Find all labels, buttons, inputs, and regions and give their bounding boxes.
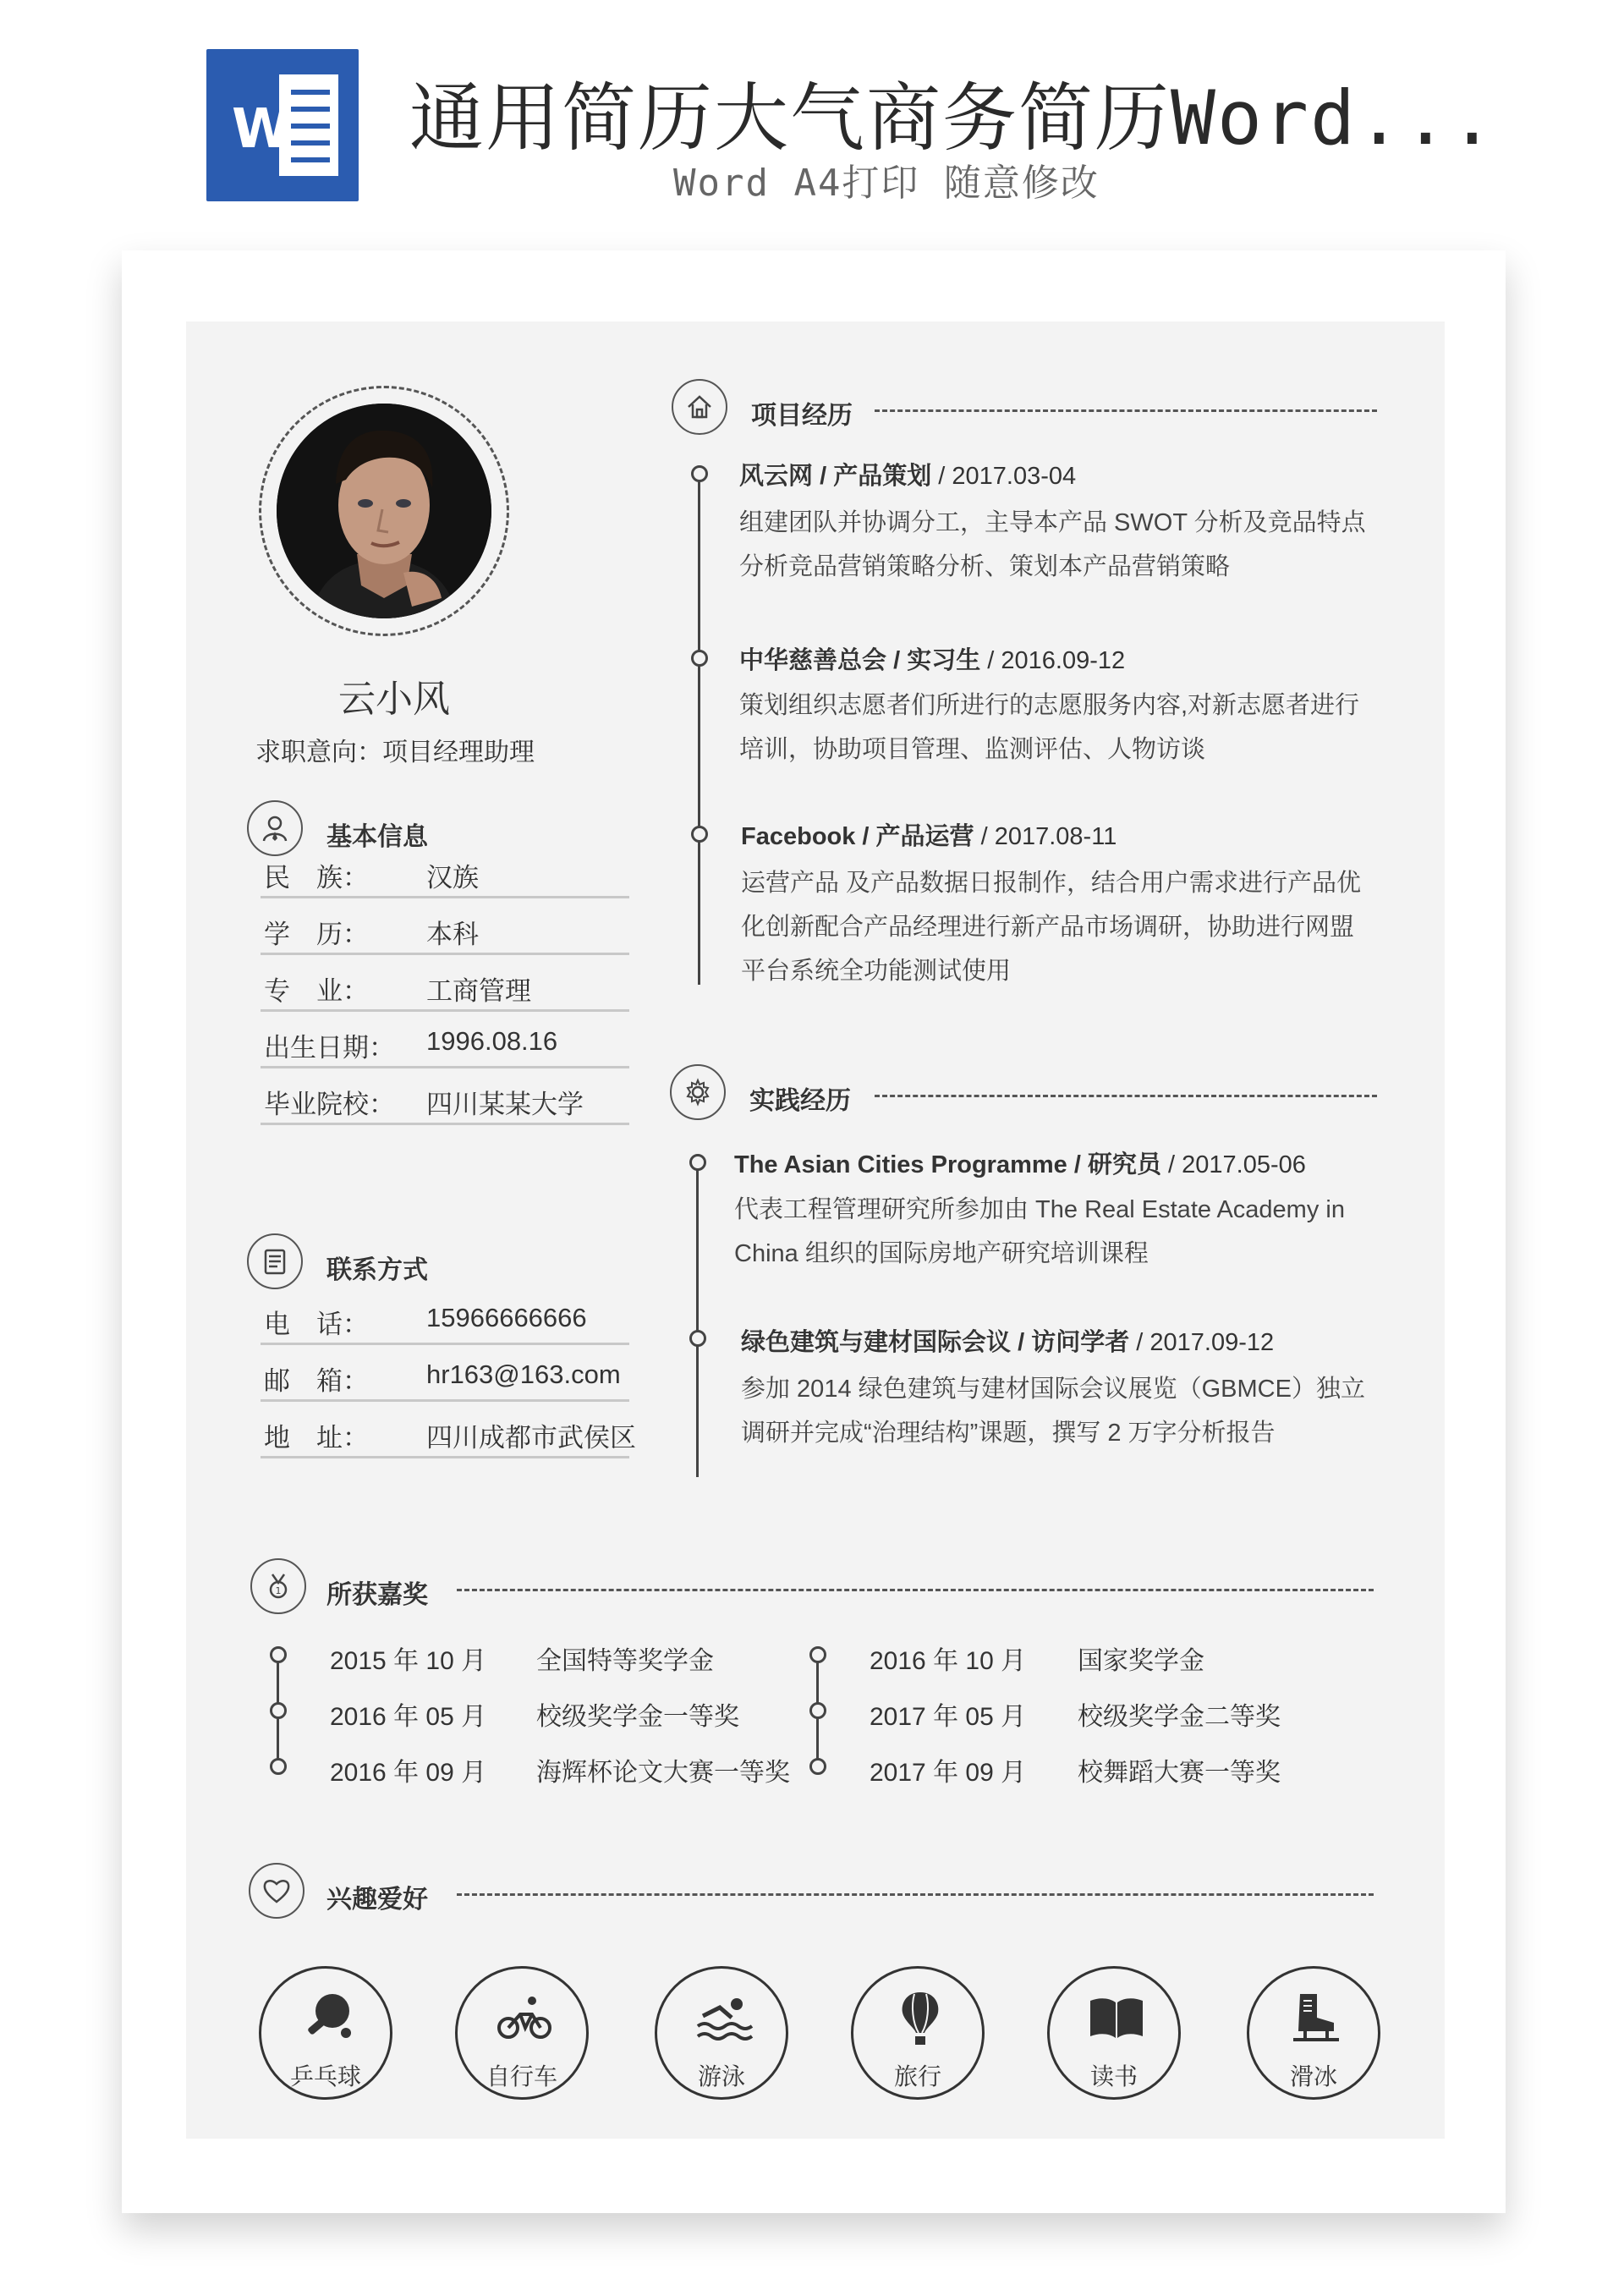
- swimming-icon: [694, 1989, 754, 2048]
- timeline-dot: [691, 650, 708, 667]
- hobby-travel: 旅行: [851, 1966, 985, 2100]
- project-2-header: 中华慈善总会 / 实习生 / 2016.09-12: [739, 647, 1126, 674]
- avatar: [277, 404, 491, 618]
- practice-1-desc: 代表工程管理研究所参加由 The Real Estate Academy in China 组织的国际房地产研究培训课程: [734, 1196, 1345, 1267]
- practice-2-desc: 参加 2014 绿色建筑与建材国际会议展览（GBMCE）独立 调研并完成“治理结构”课题，撰写 2 万字分析报告: [741, 1376, 1365, 1447]
- info-row-birthday: 出生日期： 1996.08.16: [261, 1013, 629, 1068]
- hobby-bicycle: 自行车: [455, 1966, 589, 2100]
- awards-title: 所获嘉奖: [326, 1581, 428, 1609]
- info-row-ethnicity: 民 族： 汉族: [261, 843, 629, 898]
- award-name: 海辉杯论文大赛一等奖: [536, 1759, 790, 1787]
- job-intent: 求职意向：项目经理助理: [255, 739, 535, 766]
- timeline-dot: [270, 1646, 287, 1663]
- avatar-ring: [259, 386, 509, 636]
- award-date: 2016 年 10 月: [870, 1647, 1027, 1675]
- contact-row-phone: 电 话： 15966666666: [261, 1289, 629, 1345]
- timeline-dot: [691, 465, 708, 482]
- banner-subtitle: Word A4打印 随意修改: [673, 162, 1100, 205]
- book-icon: [1087, 1989, 1146, 2048]
- timeline-dot: [270, 1702, 287, 1719]
- contact-title: 联系方式: [326, 1256, 428, 1284]
- hobbies-title: 兴趣爱好: [326, 1886, 428, 1914]
- timeline-dot: [689, 1154, 706, 1171]
- balloon-icon: [891, 1989, 950, 2048]
- award-date: 2015 年 10 月: [330, 1647, 487, 1675]
- project-2-desc: 策划组织志愿者们所进行的志愿服务内容,对新志愿者进行 培训，协助项目管理、监测评估、人物访谈: [739, 692, 1360, 763]
- info-row-school: 毕业院校： 四川某某大学: [261, 1069, 629, 1125]
- resume-body: [186, 321, 1445, 2139]
- hobby-ping-pong: 乒乓球: [259, 1966, 392, 2100]
- award-name: 校舞蹈大赛一等奖: [1078, 1759, 1281, 1787]
- projects-title: 项目经历: [751, 402, 853, 430]
- word-logo-icon: W: [206, 49, 359, 201]
- timeline-dot: [809, 1702, 826, 1719]
- home-icon: [672, 379, 727, 435]
- section-divider: [457, 1589, 1374, 1591]
- contact-card-icon: [247, 1233, 303, 1289]
- section-divider: [875, 1095, 1377, 1097]
- hobby-reading: 读书: [1047, 1966, 1181, 2100]
- gear-icon: [670, 1064, 726, 1120]
- banner: [0, 0, 1624, 237]
- timeline-dot: [809, 1646, 826, 1663]
- award-name: 国家奖学金: [1078, 1647, 1204, 1675]
- basic-info-title: 基本信息: [326, 823, 428, 851]
- skate-icon: [1287, 1989, 1346, 2048]
- heart-icon: [249, 1863, 304, 1919]
- practice-1-header: The Asian Cities Programme / 研究员 / 2017.05-06: [734, 1151, 1306, 1178]
- award-date: 2016 年 05 月: [330, 1703, 487, 1731]
- practice-title: 实践经历: [749, 1087, 851, 1115]
- timeline-dot: [270, 1758, 287, 1775]
- award-name: 校级奖学金一等奖: [536, 1703, 739, 1731]
- timeline-dot: [691, 826, 708, 843]
- practice-2-header: 绿色建筑与建材国际会议 / 访问学者 / 2017.09-12: [741, 1329, 1275, 1356]
- practice-timeline: [696, 1161, 699, 1477]
- projects-timeline: [698, 472, 700, 985]
- award-date: 2016 年 09 月: [330, 1759, 487, 1787]
- award-date: 2017 年 09 月: [870, 1759, 1027, 1787]
- section-divider: [457, 1893, 1374, 1896]
- project-1-desc: 组建团队并协调分工，主导本产品 SWOT 分析及竞品特点 分析竞品营销策略分析、策划本产品营销策略: [739, 509, 1366, 580]
- project-1-header: 风云网 / 产品策划 / 2017.03-04: [739, 463, 1077, 490]
- info-row-education: 学 历： 本科: [261, 899, 629, 955]
- project-3-desc: 运营产品 及产品数据日报制作，结合用户需求进行产品优 化创新配合产品经理进行新产品市场调研，协助进行网盟 平台系统全功能测试使用: [741, 870, 1362, 985]
- contact-row-address: 地 址： 四川成都市武侯区: [261, 1403, 629, 1458]
- section-divider: [875, 409, 1377, 412]
- ping-pong-icon: [299, 1989, 358, 2048]
- hobby-swimming: 游泳: [655, 1966, 788, 2100]
- candidate-name: 云小风: [338, 678, 450, 720]
- info-row-major: 专 业： 工商管理: [261, 956, 629, 1012]
- bicycle-icon: [495, 1989, 554, 2048]
- hobby-skating: 滑冰: [1247, 1966, 1380, 2100]
- timeline-dot: [689, 1330, 706, 1347]
- award-date: 2017 年 05 月: [870, 1703, 1027, 1731]
- award-name: 全国特等奖学金: [536, 1647, 714, 1675]
- banner-title: 通用简历大气商务简历Word...: [409, 74, 1496, 162]
- contact-row-email: 邮 箱： hr163@163.com: [261, 1346, 629, 1402]
- resume-sheet: [122, 250, 1506, 2213]
- award-name: 校级奖学金二等奖: [1078, 1703, 1281, 1731]
- medal-icon: [250, 1558, 306, 1614]
- project-3-header: Facebook / 产品运营 / 2017.08-11: [741, 823, 1117, 850]
- svg-text:1: 1: [275, 1585, 282, 1596]
- timeline-dot: [809, 1758, 826, 1775]
